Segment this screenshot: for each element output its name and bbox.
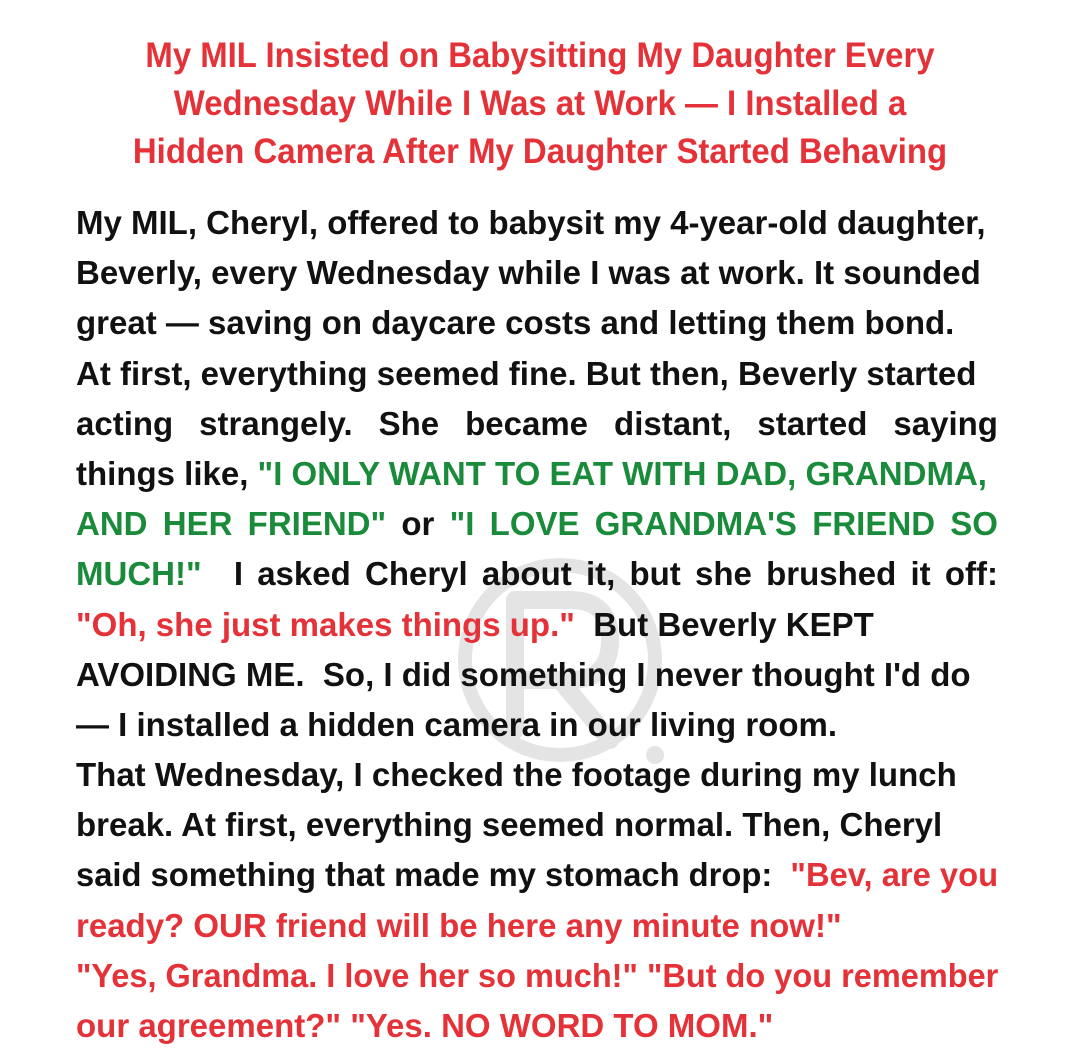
quote-word: LOVE [489, 505, 580, 543]
title-line-3: Hidden Camera After My Daughter Started Behaving [132, 132, 948, 171]
word: saying [893, 404, 998, 442]
title-line-1: My MIL Insisted on Babysitting My Daughter Every [145, 36, 935, 75]
word: she [694, 555, 752, 593]
story-line-3: great — saving on daycare costs and letting them bond. [76, 304, 955, 342]
story-line-13: break. At first, everything seemed normal. Then, Cheryl [76, 806, 943, 844]
word: or [401, 505, 435, 543]
quote-red: "Oh, she just makes things up." [76, 605, 575, 643]
word: I [233, 555, 243, 593]
quote-word: SO [950, 505, 998, 543]
story-line-17: our agreement?" "Yes. NO WORD TO MOM." [76, 1007, 774, 1044]
quote-word: AND [76, 505, 148, 543]
title-line-2: Wednesday While I Was at Work — I Installed a [173, 84, 907, 123]
story-line-2: Beverly, every Wednesday while I was at work. It sounded [76, 254, 981, 292]
word: off: [944, 555, 998, 593]
word: brushed [766, 555, 897, 593]
story-line-7 [76, 499, 998, 549]
quote-word: FRIEND [812, 505, 936, 543]
word: distant, [614, 404, 732, 442]
quote-red: "Bev, are you [790, 856, 999, 894]
word: strangely. [199, 404, 353, 442]
word: Cheryl [364, 555, 468, 593]
word: it [910, 555, 931, 593]
story-line-14 [76, 850, 999, 900]
narration-text: said something that made my stomach drop: [76, 856, 791, 894]
story-line-10: AVOIDING ME. So, I did something I never thought I'd do [76, 655, 971, 693]
word: became [465, 404, 589, 442]
word: started [757, 404, 868, 442]
story-line-16: "Yes, Grandma. I love her so much!" "But do you remember [76, 956, 999, 994]
story-line-8 [76, 549, 998, 599]
story-body [76, 198, 998, 1051]
story-line-15: ready? OUR friend will be here any minute now!" [76, 906, 842, 944]
word: asked [257, 555, 351, 593]
story-line-6 [76, 449, 998, 499]
narration-text: But Beverly KEPT [574, 605, 874, 643]
word: acting [76, 404, 174, 442]
quote-word: FRIEND" [247, 505, 387, 543]
story-line-12: That Wednesday, I checked the footage during my lunch [76, 756, 957, 794]
word: it, [585, 555, 616, 593]
story-line-9 [76, 600, 998, 650]
word: She [378, 404, 440, 442]
word: about [481, 555, 572, 593]
narration-text: things like, [76, 454, 258, 492]
quote-word: HER [162, 505, 233, 543]
word: but [629, 555, 681, 593]
story-title [70, 32, 1010, 176]
story-line-11: — I installed a hidden camera in our living room. [76, 705, 837, 743]
quote-word: "I [449, 505, 475, 543]
quote-word: MUCH!" [76, 555, 202, 593]
quote-green: "I ONLY WANT TO EAT WITH DAD, GRANDMA, [257, 454, 987, 492]
quote-word: GRANDMA'S [594, 505, 797, 543]
story-line-1: My MIL, Cheryl, offered to babysit my 4-year-old daughter, [76, 204, 986, 241]
story-line-4: At first, everything seemed fine. But then, Beverly started [76, 354, 977, 392]
story-line-5 [76, 399, 998, 449]
